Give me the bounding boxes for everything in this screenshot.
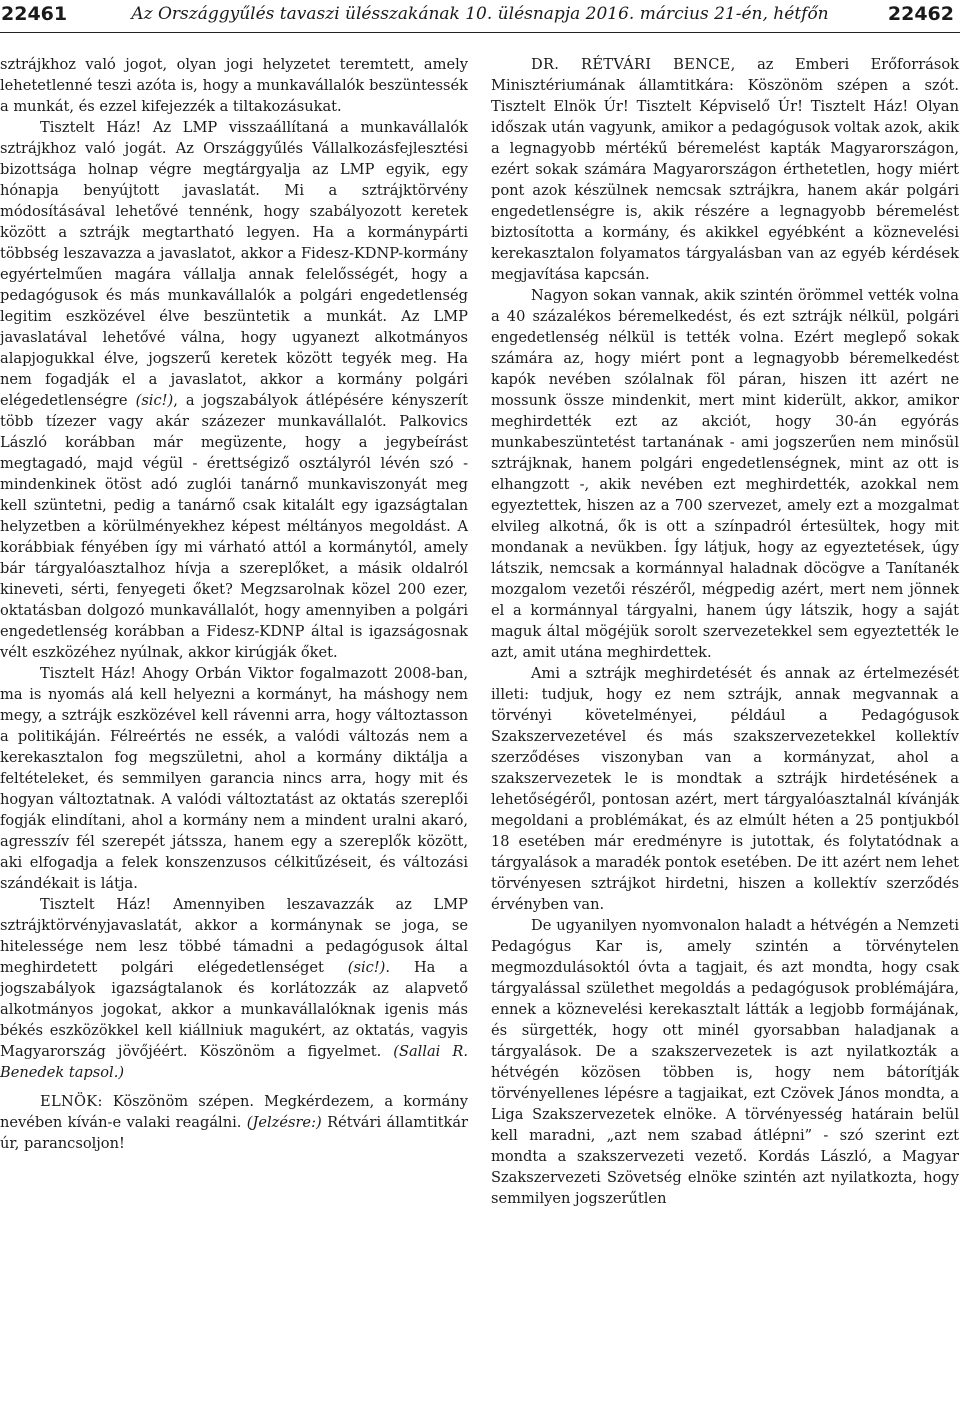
paragraph	[491, 54, 959, 285]
right-column	[491, 54, 959, 1209]
paragraph-text: Rétvári államtitkár úr, parancsoljon!	[0, 1114, 469, 1152]
paragraph: Ami a sztrájk meghirdetését és annak az értelmezését illeti: tudjuk, hogy ez nem sztrájk, annak megvannak a törvényi követelményei, például a Pedagógusok Szakszervezetével és más szakszervezetekkel kollektív szerződéses viszonyban van a kormányzat, ahol a szakszervezetek le is mondtak a sztrájk hirdetésének a lehetőségéről, pontosan azért, mert tárgyalóasztalnál kívánják megoldani a problémákat, és az elmúlt héten a 25 pontjukból 18 esetében már eredményre is jutottak, és folytatódnak a tárgyalások a maradék pontok esetében. De itt azért nem lehet törvényesen sztrájkot hirdetni, hiszen a kollektív szerződés érvényben van.	[491, 665, 959, 913]
paragraph-text: , a jogszabályok átlépésére kényszerít több tízezer vagy akár százezer munkavállalót. Palkovics László korábban már megüzente, hogy a jegybeírást megtagadó, majd végül - érettségiző osztályról lévén szó - mindenkinek ötöst adó zuglói tanárnő munkaviszonyát meg kell szüntetni, pedig a tanárnő csak kitalált egy igazságtalan helyzetben a körülményekhez képest méltányos megoldást. A korábbiak fényében így mi várható attól a kormánytól, amely bár tárgyalóasztalhoz hívja a szereplőket, a másik oldalról kineveti, sérti, fenyegeti őket? Megzsarolnak közel 200 ezer, oktatásban dolgozó munkavállalót, hogy amennyiben a polgári engedetlenség korábban a Fidesz-KDNP által is igazságosnak vélt eszközéhez nyúlnak, akkor kirúgják őket.	[0, 392, 468, 661]
page-header	[0, 0, 960, 40]
speaker-name: ELNÖK:	[40, 1093, 103, 1110]
paragraph	[0, 1091, 468, 1154]
paragraph: sztrájkhoz való jogot, olyan jogi helyzetet teremtett, amely lehetetlenné teszi azóta is, hogy a munkavállalók beszüntessék a munkát, és ezzel kifejezzék a tiltakozásukat.	[0, 56, 468, 115]
speaker-name: DR. RÉTVÁRI BENCE,	[531, 56, 736, 73]
paragraph: Tisztelt Ház! Ahogy Orbán Viktor fogalmazott 2008-ban, ma is nyomás alá kell helyezni a kormányt, ha máshogy nem megy, a sztrájk eszközével kell rávenni arra, hogy változtasson a politikáján. Félreértés ne essék, a valódi változás nem a kerekasztalon fog megszületni, ahol a kormány diktálja a feltételeket, és semmilyen garancia nincs arra, hogy mit és hogyan változtatnak. A valódi változtatást az oktatás szereplői fogják elindítani, ahol a kormány nem a mindent uralni akaró, agresszív fél szerepét játssza, hanem egy a szereplők között, aki elfogadja a felek konszenzusos célkitűzéseit, és változási szándékait is látja.	[0, 665, 468, 892]
sic-note: (sic!)	[347, 959, 386, 976]
applause-note: (Sallai R. Benedek tapsol.)	[0, 1043, 468, 1081]
paragraph: Nagyon sokan vannak, akik szintén örömmel vették volna a 40 százalékos béremelkedést, és ezt sztrájk nélkül, polgári engedetlenség nélkül is tették volna. Ezért meglepő sokak számára az, hogy miért pont a legnagyobb béremelkedést kapók nevében szólalnak föl páran, hiszen itt azért ne mossunk össze mindenkit, mert mint kiderült, akkor, amikor meghirdették ezt az akciót, hogy 30-án egyórás munkabeszüntetést tartanának - ami jogszerűen nem minősül sztrájknak, hanem polgári engedetlenségnek, mint az ott is elhangzott -, akik nevében ezt meghirdették, azokkal nem egyeztettek, hiszen az a 700 szervezet, amely ezt a mozgalmat elvileg alkotná, ők is ott a színpadról értesültek, hogy mit mondanak a nevükben. Így látjuk, hogy az egyeztetések, úgy látszik, nemcsak a kormánnyal haladnak döcögve a Tanítanék mozgalom vezetői részéről, mégpedig azért, mert nem jönnek el a kormánnyal tárgyalni, hanem úgy látszik, hogy a saját maguk által mögéjük sorolt szervezetekkel sem egyeztették le azt, amit utána meghirdettek.	[491, 287, 959, 661]
stage-note: (Jelzésre:)	[246, 1114, 322, 1131]
paragraph-text: az Emberi Erőforrások Minisztériumának államtitkára: Köszönöm szépen a szót. Tisztelt Elnök Úr! Tisztelt Képviselő Úr! Tisztelt Ház! Olyan időszak után vagyunk, amikor a pedagógusok voltak azok, akik a legnagyobb mértékű béremelést kapták Magyarországon, ezért sokak számára Magyarországon érthetetlen, hogy miért pont azok készülnek nemcsak sztrájkra, hanem akár polgári engedetlenségre is, akik részére a legnagyobb béremelést biztosította a kormány, és akikkel egyébként a köznevelési kerekasztalon folyamatos tárgyalásban van az egyéb kérdések megjavítása kapcsán.	[491, 56, 959, 283]
paragraph-text: Köszönöm szépen. Megkérdezem, a kormány nevében kíván-e valaki reagálni.	[0, 1093, 468, 1131]
page-number-left: 22461	[1, 3, 68, 25]
page-number-right: 22462	[887, 3, 954, 25]
paragraph-text: Tisztelt Ház! Az LMP visszaállítaná a munkavállalók sztrájkhoz való jogát. Az Országgyűlés Vállalkozásfejlesztési bizottsága holnap végre megtárgyalja az LMP egyik, egy hónapja benyújtott javaslatát. Mi a sztrájktörvény módosításával lehetővé tennénk, hogy szabályozott keretek között a sztrájk megtartható legyen. Ha a kormánypárti többség leszavazza a javaslatot, akkor a Fidesz-KDNP-kormány egyértelműen magára vállalja annak felelősségét, hogy a pedagógusok és más munkavállalók a polgári engedetlenség legitim eszközével élve beszüntetik a munkát. Az LMP javaslatával lehetővé válna, hogy ugyanezt alkotmányos alapjogukkal élve, jogszerű keretek között tegyék meg. Ha nem fogadják el a javaslatot, akkor a kormány polgári elégedetlenségre	[0, 119, 468, 409]
paragraph-text: . Ha a jogszabályok igazságtalanok és korlátozzák az alapvető alkotmányos jogokat, akkor a munkavállalóknak igenis más békés eszközökkel kell kiállniuk magukért, az oktatás, vagyis Magyarország jövőjéért. Köszönöm a figyelmet.	[0, 959, 469, 1060]
running-title: Az Országgyűlés tavaszi ülésszakának 10. ülésnapja 2016. március 21-én, hétfőn	[131, 4, 829, 24]
paragraph	[0, 117, 468, 663]
paragraph: De ugyanilyen nyomvonalon haladt a hétvégén a Nemzeti Pedagógus Kar is, amely szintén a törvénytelen megmozdulásoktól óvta a tagjait, és azt mondta, hogy csak tárgyalással születhet megoldás a pedagógusok problémájára, ennek a köznevelési kerekasztalt látták a legjobb formájának, és sürgették, hogy ott minél gyorsabban haladjanak a tárgyalások. De a szakszervezetek is azt nyilatkozták a hétvégén közösen többen is, hogy nem bátorítják törvényellenes lépésre a tagjaikat, ezt Czövek János mondta, a Liga Szakszervezetek elnöke. A törvényesség határain belül kell maradni, „azt nem szabad átlépni” - szó szerint ezt mondta a szakszervezeti vezető. Kordás László, a Magyar Szakszervezeti Szövetség elnöke szintén azt nyilatkozta, hogy semmilyen jogszerűtlen	[491, 917, 959, 1207]
paragraph-text: Tisztelt Ház! Amennyiben leszavazzák az LMP sztrájktörvényjavaslatát, akkor a kormánynak se joga, se hitelessége nem lesz többé támadni a pedagógusok által meghirdetett polgári elégedetlenséget	[0, 896, 468, 976]
sic-note: (sic!)	[135, 392, 174, 409]
paragraph	[0, 894, 468, 1083]
header-rule	[0, 32, 960, 33]
left-column	[0, 54, 468, 1154]
